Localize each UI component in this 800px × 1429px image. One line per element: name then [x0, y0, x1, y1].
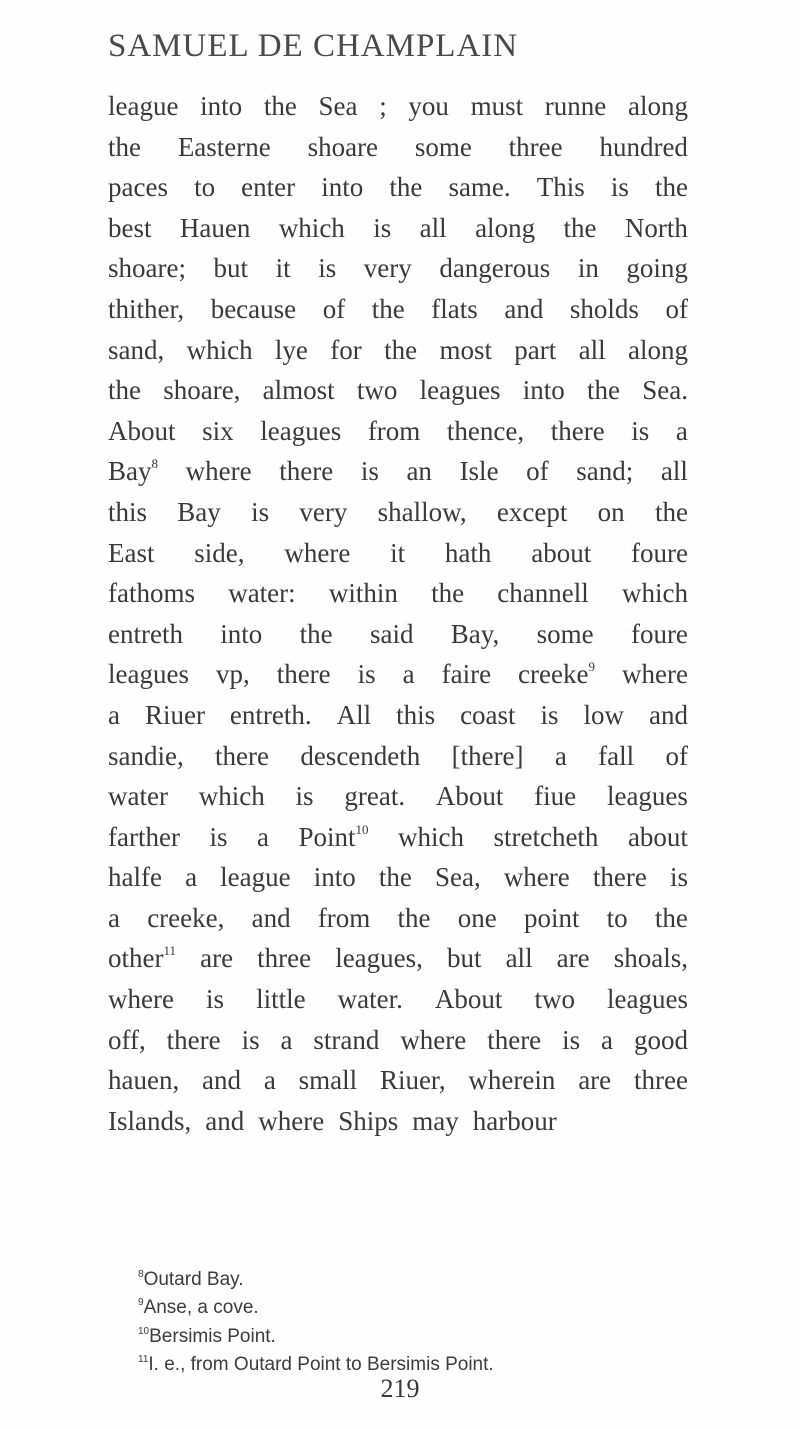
- text-line: [108, 1020, 688, 1061]
- text-line: [108, 330, 688, 371]
- text-line: [108, 614, 688, 655]
- word: shoare;: [108, 253, 186, 284]
- text-line: [108, 654, 688, 695]
- word: Sea: [318, 91, 358, 121]
- footnote-text: I. e., from Outard Point to Bersimis Point.: [148, 1353, 494, 1375]
- word: almost: [262, 375, 335, 406]
- word: where: [284, 537, 351, 568]
- word: shoare: [307, 131, 379, 162]
- word: but: [446, 943, 482, 974]
- word: point: [523, 902, 580, 933]
- word: Riuer,: [379, 1065, 446, 1096]
- footnote-number: 9: [138, 1297, 144, 1309]
- word: good: [633, 1024, 688, 1055]
- text-line: [108, 857, 688, 898]
- word: East: [108, 537, 155, 568]
- word: into: [313, 862, 356, 893]
- word: is: [540, 699, 559, 730]
- footnote-marker: 8: [151, 456, 158, 472]
- word: there: [279, 456, 334, 487]
- word: there: [215, 740, 270, 771]
- word: hundred: [599, 131, 688, 162]
- word: is: [251, 496, 270, 527]
- word: the: [563, 212, 597, 243]
- word: thence,: [446, 415, 525, 446]
- word: the: [654, 902, 688, 933]
- word: a: [108, 699, 120, 730]
- footnote-text: Anse, a cove.: [143, 1297, 259, 1319]
- text-line: [108, 208, 688, 249]
- word: part: [514, 334, 557, 365]
- text-line: [108, 776, 688, 817]
- word: league: [220, 862, 291, 893]
- word: shoals,: [613, 943, 688, 974]
- word: all: [660, 456, 688, 487]
- running-head: SAMUEL DE CHAMPLAIN: [108, 28, 519, 64]
- word: leagues: [260, 415, 342, 446]
- text-line: [108, 979, 688, 1020]
- word: going: [626, 253, 688, 284]
- word: all: [419, 212, 447, 243]
- word: in: [577, 253, 599, 284]
- word: except: [496, 496, 568, 527]
- word: is: [209, 821, 228, 852]
- word: shoare,: [163, 375, 241, 406]
- word: the: [587, 375, 621, 406]
- word: may: [412, 1105, 459, 1136]
- word: one: [457, 902, 497, 933]
- word: a: [402, 659, 415, 690]
- word: of: [526, 456, 549, 487]
- word: a: [185, 862, 198, 893]
- text-line: [108, 167, 688, 208]
- word: leagues: [108, 659, 189, 690]
- word: sand,: [108, 334, 165, 365]
- word: water:: [228, 578, 296, 609]
- word: are: [200, 943, 234, 974]
- word: where: [621, 659, 688, 690]
- word: leagues: [419, 375, 501, 406]
- word: same.: [448, 172, 511, 203]
- word: league: [108, 91, 179, 121]
- word: farther: [108, 821, 180, 852]
- word: is: [206, 984, 225, 1015]
- word: wherein: [468, 1065, 556, 1096]
- footnote: [138, 1266, 698, 1294]
- word: three: [257, 943, 312, 974]
- word: fathoms: [108, 578, 195, 609]
- word: some: [536, 618, 594, 649]
- word: but: [213, 253, 249, 284]
- word: the: [389, 172, 423, 203]
- word: off,: [108, 1024, 146, 1055]
- word: Ships: [338, 1105, 399, 1136]
- word: which: [278, 212, 345, 243]
- word: are: [578, 1065, 612, 1096]
- word: which: [397, 821, 464, 852]
- word: very: [299, 496, 348, 527]
- word: on: [597, 496, 625, 527]
- word: about: [627, 821, 688, 852]
- word: Isle: [459, 456, 499, 487]
- word: a: [601, 1024, 614, 1055]
- word: a: [675, 415, 688, 446]
- word: two: [356, 375, 398, 406]
- word: along: [627, 334, 688, 365]
- word: to: [606, 902, 628, 933]
- word: are: [556, 943, 590, 974]
- word: fiue: [534, 781, 577, 812]
- text-line: [108, 817, 688, 858]
- word: from: [317, 902, 371, 933]
- footnote-marker: 10: [355, 821, 369, 837]
- word: shallow,: [377, 496, 467, 527]
- word: all: [578, 334, 606, 365]
- word: fall: [598, 740, 635, 771]
- word: it: [390, 537, 406, 568]
- word: you: [408, 91, 449, 121]
- word: which: [198, 781, 265, 812]
- text-line: [108, 1060, 688, 1101]
- word: a: [256, 821, 269, 852]
- text-line: [108, 736, 688, 777]
- word: into: [220, 618, 263, 649]
- word: because: [210, 293, 297, 324]
- word: foure: [631, 537, 688, 568]
- word: is: [631, 415, 650, 446]
- word: the: [384, 334, 418, 365]
- text-line: [108, 248, 688, 289]
- word: along: [627, 91, 688, 121]
- word: to: [194, 172, 216, 203]
- word: sand;: [576, 456, 634, 487]
- footnote-number: 11: [138, 1353, 149, 1365]
- word: leagues,: [335, 943, 423, 974]
- footnotes: [138, 1266, 698, 1379]
- word: runne: [544, 91, 607, 121]
- footnote: [138, 1323, 698, 1351]
- footnote-text: Outard Bay.: [143, 1269, 244, 1290]
- text-line: [108, 289, 688, 330]
- word: said: [369, 618, 414, 649]
- body-text: [108, 86, 688, 1141]
- word: is: [318, 253, 337, 284]
- word: all: [505, 943, 533, 974]
- word: it: [275, 253, 291, 284]
- word: is: [295, 781, 314, 812]
- word: for: [330, 334, 362, 365]
- word: is: [373, 212, 392, 243]
- word: and: [648, 699, 688, 730]
- word: harbour: [472, 1105, 557, 1136]
- word: which: [186, 334, 253, 365]
- word: the: [371, 293, 405, 324]
- word: Bay,: [450, 618, 500, 649]
- word: foure: [630, 618, 688, 649]
- word: sandie,: [108, 740, 184, 771]
- word: into: [321, 172, 364, 203]
- text-line: [108, 1101, 688, 1142]
- word: descendeth: [300, 740, 421, 771]
- word: hauen,: [108, 1065, 180, 1096]
- word: within: [328, 578, 398, 609]
- word: is: [360, 456, 379, 487]
- word: About: [108, 415, 176, 446]
- word: other$^{11}$: [108, 943, 177, 974]
- word: a: [263, 1065, 276, 1096]
- word: creeke$^9$: [518, 659, 595, 690]
- word: Bay: [177, 496, 221, 527]
- word: creeke,: [147, 902, 225, 933]
- word: is: [562, 1024, 581, 1055]
- word: coast: [460, 699, 516, 730]
- word: lye: [274, 334, 308, 365]
- text-line: [108, 938, 688, 979]
- word: into: [522, 375, 565, 406]
- word: where: [258, 1105, 325, 1136]
- word: a: [108, 902, 120, 933]
- word: enter: [241, 172, 296, 203]
- word: of: [322, 293, 346, 324]
- word: a: [280, 1024, 293, 1055]
- word: the: [654, 172, 688, 203]
- word: into: [200, 91, 243, 121]
- word: Riuer: [144, 699, 205, 730]
- word: thither,: [108, 293, 185, 324]
- word: water: [108, 781, 168, 812]
- word: where: [108, 984, 174, 1015]
- word: some: [414, 131, 472, 162]
- word: Easterne: [177, 131, 271, 162]
- word: vp,: [215, 659, 250, 690]
- word: the: [108, 375, 141, 406]
- word: where: [503, 862, 570, 893]
- word: the: [397, 902, 431, 933]
- footnote: [138, 1294, 698, 1322]
- word: an: [406, 456, 432, 487]
- word: is: [241, 1024, 260, 1055]
- text-line: [108, 898, 688, 939]
- word: a: [554, 740, 567, 771]
- word: there: [592, 862, 647, 893]
- word: small: [298, 1065, 358, 1096]
- word: side,: [194, 537, 245, 568]
- word: This: [536, 172, 585, 203]
- word: most: [439, 334, 492, 365]
- text-line: [108, 695, 688, 736]
- word: and: [251, 902, 291, 933]
- word: Sea,: [434, 862, 481, 893]
- word: the: [654, 496, 688, 527]
- word: and: [205, 1105, 245, 1136]
- text-line: [108, 492, 688, 533]
- word: from: [367, 415, 421, 446]
- word: must: [470, 91, 524, 121]
- word: two: [534, 984, 575, 1015]
- word: hath: [444, 537, 492, 568]
- text-line: [108, 86, 688, 127]
- footnote-number: 10: [138, 1325, 150, 1337]
- word: Sea.: [642, 375, 688, 406]
- word: of: [665, 293, 688, 324]
- word: low: [583, 699, 625, 730]
- word: about: [531, 537, 592, 568]
- word: [there]: [451, 740, 524, 771]
- word: is: [610, 172, 629, 203]
- word: very: [363, 253, 412, 284]
- word: and: [202, 1065, 242, 1096]
- word: flats: [431, 293, 478, 324]
- word: there: [550, 415, 605, 446]
- footnote-text: Bersimis Point.: [149, 1325, 276, 1347]
- word: which: [621, 578, 688, 609]
- word: leagues: [607, 984, 688, 1015]
- word: there: [276, 659, 331, 690]
- word: where: [400, 1024, 467, 1055]
- word: channell: [497, 578, 589, 609]
- word: six: [202, 415, 234, 446]
- text-line: [108, 451, 688, 492]
- text-line: [108, 573, 688, 614]
- word: All: [336, 699, 372, 730]
- word: entreth: [108, 618, 183, 649]
- word: entreth.: [229, 699, 312, 730]
- word: the: [108, 131, 141, 162]
- word: great.: [344, 781, 406, 812]
- word: Point$^{10}$: [298, 821, 369, 852]
- word: faire: [441, 659, 492, 690]
- word: along: [475, 212, 536, 243]
- text-line: [108, 533, 688, 574]
- word: stretcheth: [493, 821, 599, 852]
- word: halfe: [108, 862, 162, 893]
- word: strand: [313, 1024, 380, 1055]
- page-number: 219: [380, 1374, 420, 1403]
- word: the: [263, 91, 297, 121]
- text-line: [108, 411, 688, 452]
- footnote-marker: 11: [163, 943, 177, 959]
- footnote-number: 8: [138, 1269, 144, 1280]
- word: Islands,: [108, 1105, 192, 1136]
- word: where: [185, 456, 252, 487]
- word: sholds: [569, 293, 639, 324]
- text-line: [108, 127, 688, 168]
- word: this: [108, 496, 148, 527]
- word: the: [378, 862, 412, 893]
- word: North: [624, 212, 688, 243]
- word: the: [299, 618, 333, 649]
- word: there: [487, 1024, 542, 1055]
- word: About: [434, 984, 503, 1015]
- word: Hauen: [179, 212, 251, 243]
- footnote-marker: 9: [588, 659, 595, 675]
- word: best: [108, 212, 152, 243]
- word: paces: [108, 172, 168, 203]
- word: is: [357, 659, 376, 690]
- word: three: [508, 131, 563, 162]
- word: leagues: [606, 781, 688, 812]
- word: three: [633, 1065, 688, 1096]
- word: Bay$^8$: [108, 456, 158, 487]
- word: this: [396, 699, 436, 730]
- word: About: [435, 781, 504, 812]
- word: little: [256, 984, 306, 1015]
- text-line: [108, 370, 688, 411]
- word: and: [504, 293, 544, 324]
- word: there: [166, 1024, 221, 1055]
- word: is: [669, 862, 688, 893]
- word: dangerous: [439, 253, 551, 284]
- word: ;: [379, 91, 387, 121]
- word: the: [431, 578, 465, 609]
- word: water.: [337, 984, 403, 1015]
- word: of: [665, 740, 688, 771]
